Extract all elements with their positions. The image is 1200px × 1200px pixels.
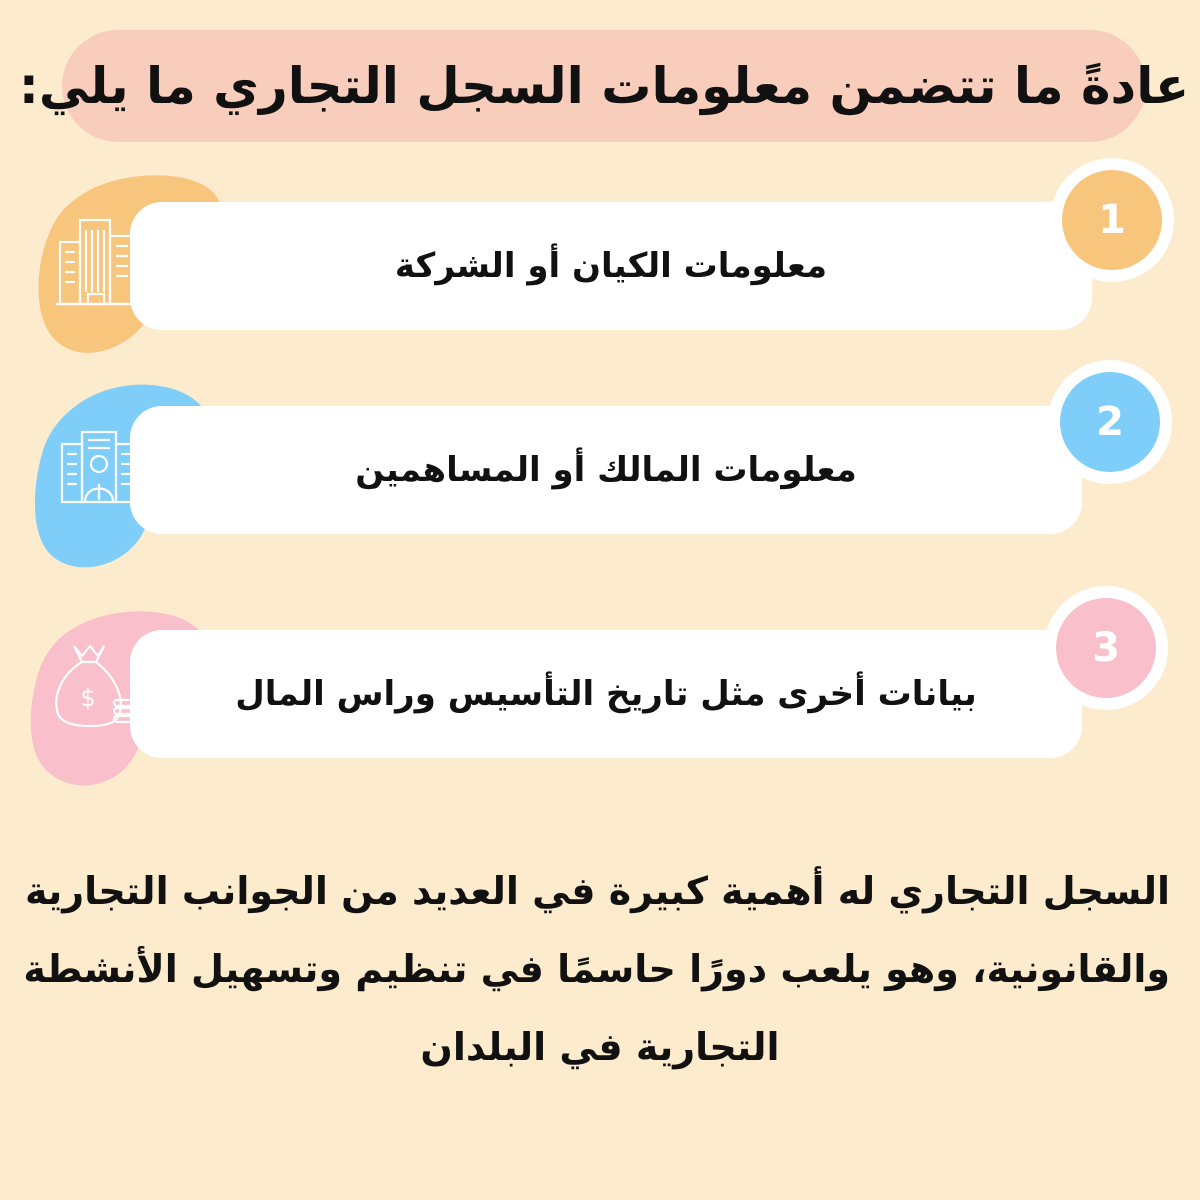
item-1-number: 1	[1062, 170, 1162, 270]
footer-paragraph	[23, 852, 1170, 1086]
item-3-number: 3	[1056, 598, 1156, 698]
item-2-card	[130, 406, 1082, 534]
item-2-label: معلومات المالك أو المساهمين	[355, 450, 857, 490]
title-banner	[18, 30, 1190, 142]
item-3-number-badge	[1044, 586, 1168, 710]
item-1-label: معلومات الكيان أو الشركة	[394, 246, 828, 286]
footer-line-3: التجارية في البلدان	[420, 1025, 780, 1069]
office-buildings-icon	[54, 212, 140, 308]
business-owner-building-icon	[58, 428, 140, 506]
footer-line-2: والقانونية، وهو يلعب دورًا حاسمًا في تنظيم وتسهيل الأنشطة	[23, 947, 1170, 991]
item-3-card	[130, 630, 1082, 758]
item-2-number-badge	[1048, 360, 1172, 484]
item-3-label: بيانات أخرى مثل تاريخ التأسيس وراس المال	[235, 674, 977, 714]
item-2-number: 2	[1060, 372, 1160, 472]
item-1-number-badge	[1050, 158, 1174, 282]
money-bag-icon	[48, 640, 140, 730]
svg-text:$: $	[80, 684, 96, 712]
footer-line-1: السجل التجاري له أهمية كبيرة في العديد من الجوانب التجارية	[24, 869, 1170, 913]
page-title: عادةً ما تتضمن معلومات السجل التجاري ما يلي:	[18, 57, 1190, 115]
item-1-card	[130, 202, 1092, 330]
